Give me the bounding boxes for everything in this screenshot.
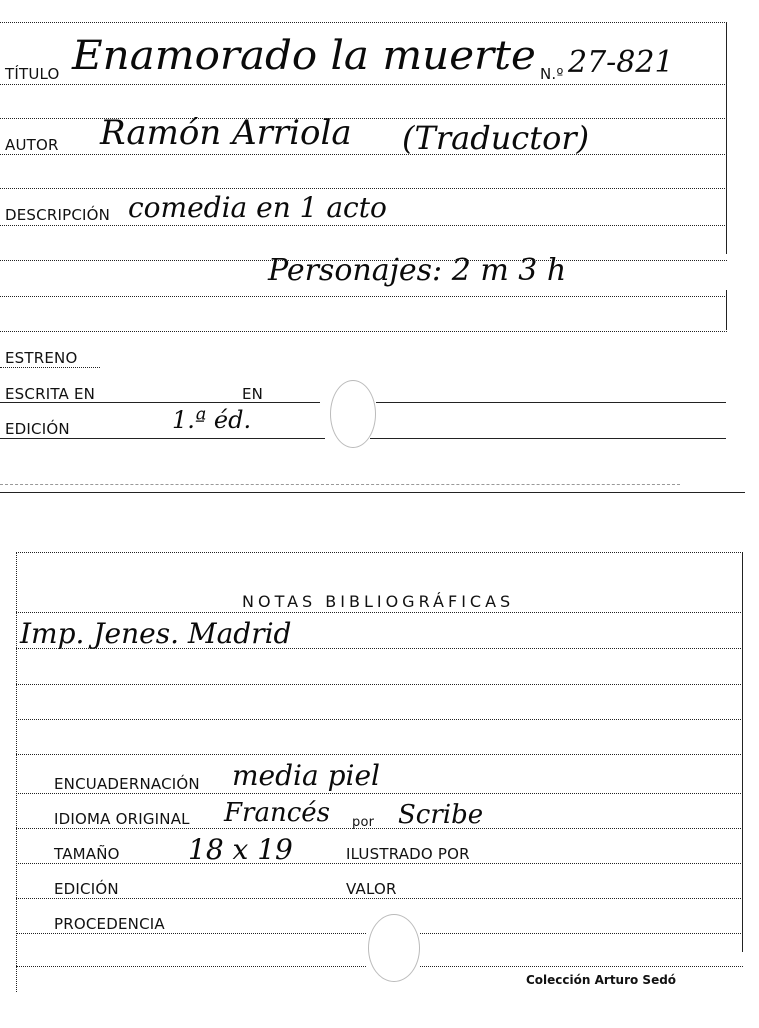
notas-handwritten: Imp. Jenes. Madrid: [20, 617, 292, 650]
encuadernacion-value: media piel: [232, 759, 380, 792]
escrita-en-en-label: EN: [242, 385, 264, 403]
blank-line-4: [0, 296, 727, 297]
blank-line-3: [0, 260, 727, 261]
escrita-line-right: [376, 402, 726, 403]
top-border: [0, 22, 727, 23]
procedencia-line-right: [420, 933, 743, 934]
blank-line-2: [0, 188, 727, 189]
titulo-value: Enamorado la muerte: [72, 33, 536, 79]
card-divider: [0, 492, 745, 493]
titulo-line: [0, 84, 727, 85]
notas-line-3: [16, 684, 743, 685]
bottom-left-border: [16, 552, 17, 992]
top-card-dashes: [0, 484, 680, 485]
card-right-border: [726, 22, 727, 254]
idioma-por-value: Scribe: [398, 800, 484, 830]
valor-label: VALOR: [346, 880, 397, 898]
titulo-label: TÍTULO: [5, 65, 60, 83]
notas-heading: NOTAS BIBLIOGRÁFICAS: [242, 592, 515, 611]
autor-line: [0, 154, 727, 155]
punch-hole-bottom: [368, 914, 420, 982]
descripcion-value: comedia en 1 acto: [128, 191, 387, 224]
numero-label: N.º: [540, 65, 564, 83]
idioma-value: Francés: [224, 798, 331, 828]
estreno-line: [0, 367, 100, 368]
edicion-bottom-label: EDICIÓN: [54, 880, 119, 898]
descripcion-value-2: Personajes: 2 m 3 h: [268, 253, 567, 288]
tamano-value: 18 x 19: [188, 833, 293, 866]
autor-note: (Traductor): [402, 119, 590, 157]
estreno-label: ESTRENO: [5, 349, 78, 367]
escrita-en-label: ESCRITA EN: [5, 385, 96, 403]
descripcion-label: DESCRIPCIÓN: [5, 206, 111, 224]
edicion-line-right: [370, 438, 726, 439]
procedencia-line: [16, 933, 366, 934]
encuadernacion-line: [16, 793, 743, 794]
autor-label: AUTOR: [5, 136, 59, 154]
tamano-line: [16, 863, 743, 864]
procedencia-label: PROCEDENCIA: [54, 915, 165, 933]
tamano-label: TAMAÑO: [54, 845, 120, 863]
edicion-bottom-line: [16, 898, 743, 899]
encuadernacion-label: ENCUADERNACIÓN: [54, 775, 200, 793]
edicion-label: EDICIÓN: [5, 420, 70, 438]
numero-value: 27-821: [568, 45, 674, 80]
bottom-top-border: [16, 552, 743, 553]
last-line: [16, 966, 366, 967]
edicion-value: 1.ª éd.: [172, 406, 252, 434]
idioma-por-label: por: [352, 815, 375, 830]
escrita-line: [0, 402, 320, 403]
ilustrado-label: ILUSTRADO POR: [346, 845, 470, 863]
punch-hole-top: [330, 380, 376, 448]
autor-value: Ramón Arriola: [100, 113, 352, 153]
idioma-label: IDIOMA ORIGINAL: [54, 810, 190, 828]
notas-line-2: [16, 648, 743, 649]
blank-line-5: [0, 331, 727, 332]
notas-line-1: [16, 612, 743, 613]
collection-footer: Colección Arturo Sedó: [526, 973, 677, 987]
notas-line-4: [16, 719, 743, 720]
idioma-line: [16, 828, 743, 829]
notas-line-5: [16, 754, 743, 755]
descripcion-line: [0, 225, 727, 226]
edicion-line: [0, 438, 325, 439]
last-line-right: [420, 966, 743, 967]
